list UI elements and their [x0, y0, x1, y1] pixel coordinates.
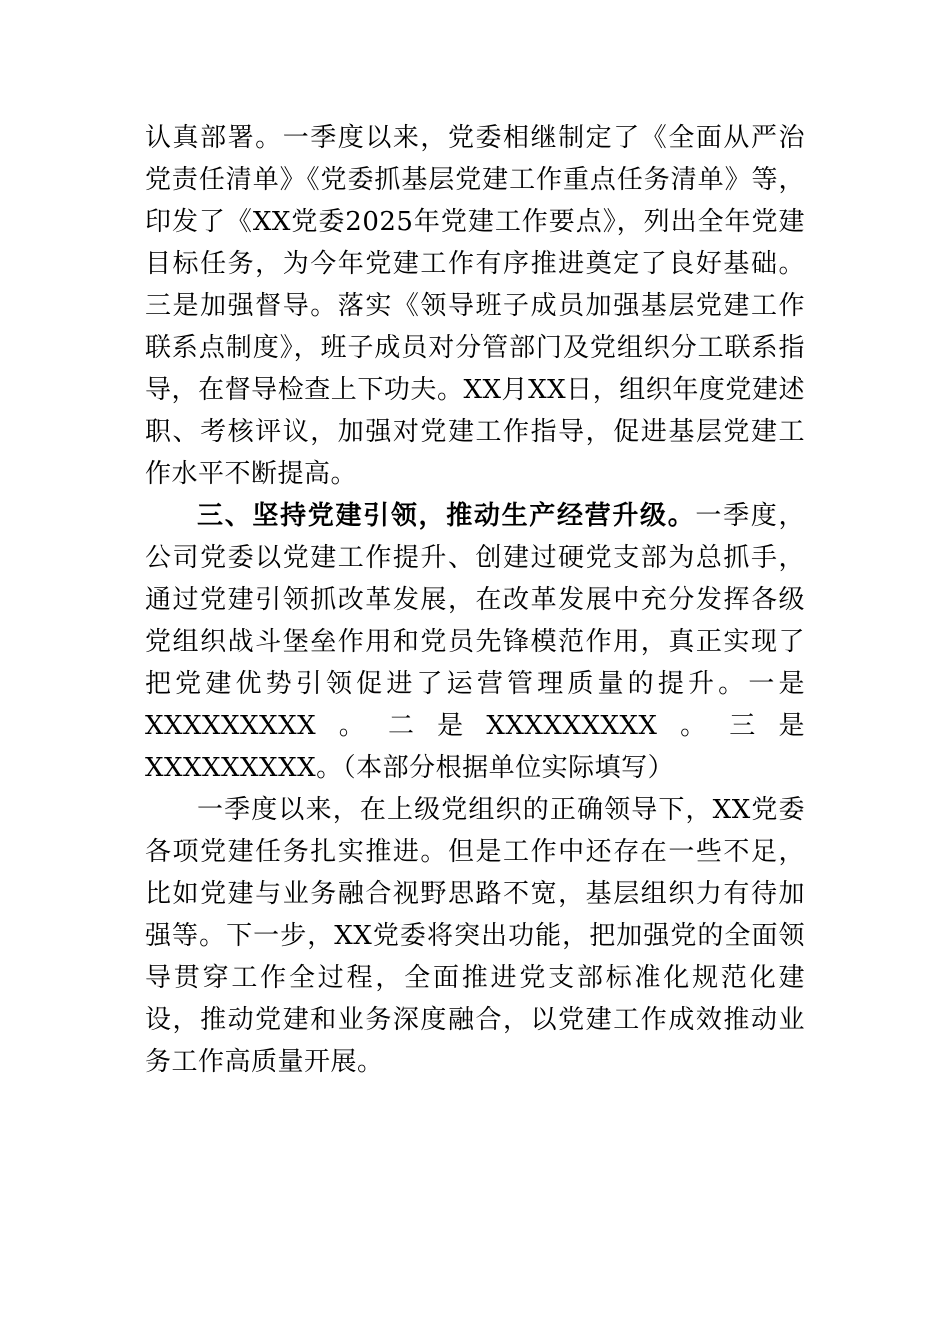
- paragraph-summary: [145, 789, 805, 1083]
- paragraph-continuation: [145, 117, 805, 495]
- paragraph-text: 一季度，公司党委以党建工作提升、创建过硬党支部为总抓手，通过党建引领抓改革发展，在改革发展中充分发挥各级党组织战斗堡垒作用和党员先锋模范作用，真正实现了把党建优势引领促进了运营管理质量的提升。一是XXXXXXXXX。二是XXXXXXXXX。三是XXXXXXXXX。（本部分根据单位实际填写）: [145, 501, 805, 783]
- section-heading: 三、坚持党建引领，推动生产经营升级。: [197, 501, 696, 531]
- paragraph-section-three: [145, 495, 805, 789]
- paragraph-text: 认真部署。一季度以来，党委相继制定了《全面从严治党责任清单》《党委抓基层党建工作重点任务清单》等，印发了《XX党委2025年党建工作要点》，列出全年党建目标任务，为今年党建工作有序推进奠定了良好基础。三是加强督导。落实《领导班子成员加强基层党建工作联系点制度》，班子成员对分管部门及党组织分工联系指导，在督导检查上下功夫。XX月XX日，组织年度党建述职、考核评议，加强对党建工作指导，促进基层党建工作水平不断提高。: [145, 123, 805, 489]
- document-page: [145, 117, 805, 1083]
- paragraph-text: 一季度以来，在上级党组织的正确领导下，XX党委各项党建任务扎实推进。但是工作中还存在一些不足，比如党建与业务融合视野思路不宽，基层组织力有待加强等。下一步，XX党委将突出功能，把加强党的全面领导贯穿工作全过程，全面推进党支部标准化规范化建设，推动党建和业务深度融合，以党建工作成效推动业务工作高质量开展。: [145, 795, 805, 1077]
